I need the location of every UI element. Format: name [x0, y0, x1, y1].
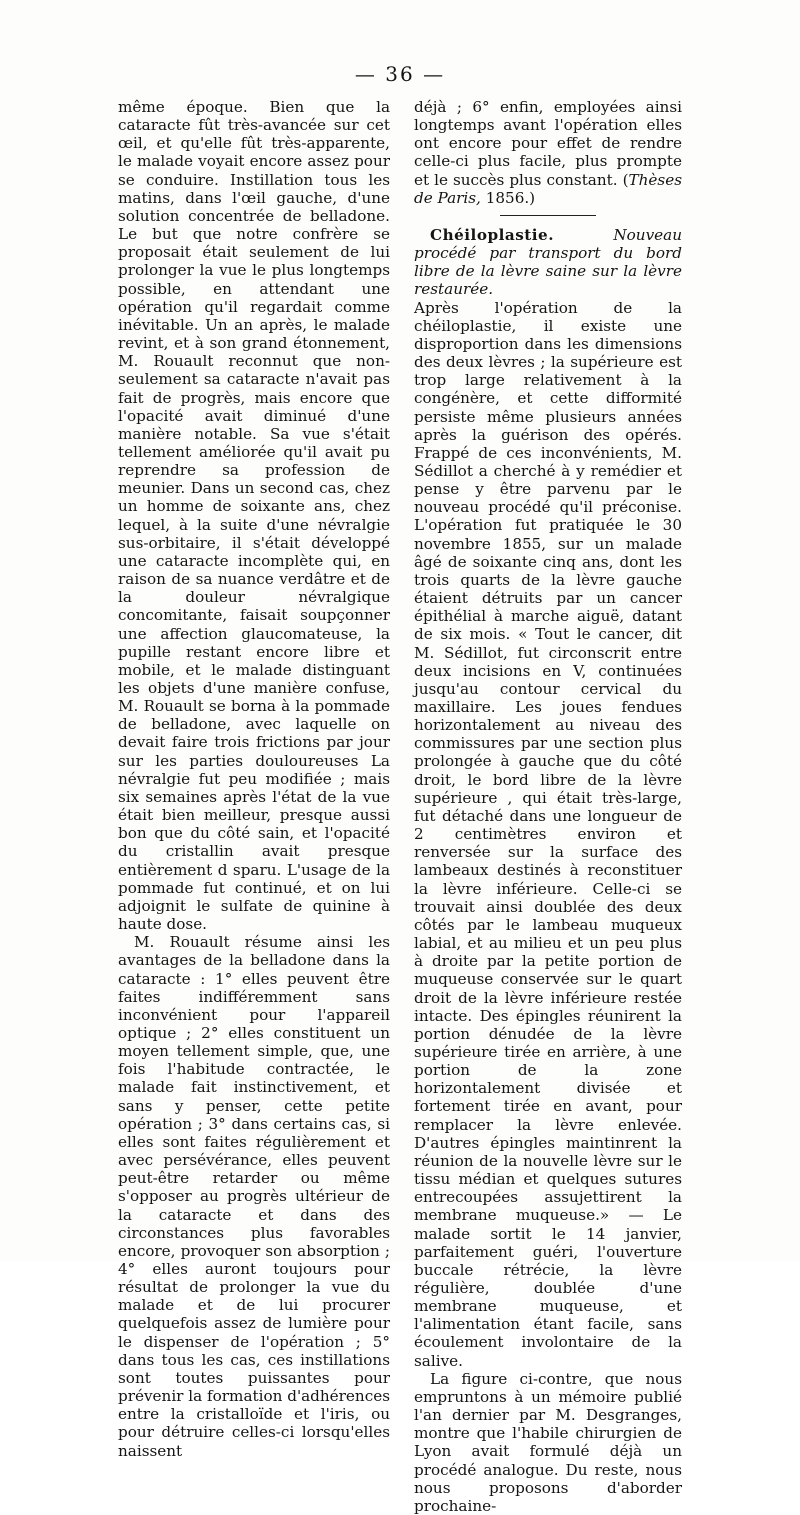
left-column [118, 98, 390, 1460]
left-paragraph-1: même époque. Bien que la cataracte fût très-avancée sur cet œil, et qu'elle fût très-apparente, le malade voyait encore assez pour se conduire. Instillation tous les matins, dans l'œil gauche, d'une solution concentrée de belladone. Le but que notre confrère se proposait était seulement de lui prolonger la vue le plus longtemps possible, en attendant une opération qu'il regardait comme inévitable. Un an après, le malade revint, et à son grand étonnement, M. Rouault reconnut que non-seulement sa cataracte n'avait pas fait de progrès, mais encore que l'opacité avait diminué d'une manière notable. Sa vue s'était tellement améliorée qu'il avait pu reprendre sa profession de meunier. Dans un second cas, chez un homme de soixante ans, chez lequel, à la suite d'une névralgie sus-orbitaire, il s'était développé une cataracte incomplète qui, en raison de sa nuance verdâtre et de la douleur névralgique concomitante, faisait soupçonner une affection glaucomateuse, la pupille restant encore libre et mobile, et le malade distinguant les objets d'une manière confuse, M. Rouault se borna à la pommade de belladone, avec laquelle on devait faire trois frictions par jour sur les parties douloureuses La névralgie fut peu modifiée ; mais six semaines après l'état de la vue était bien meilleur, presque aussi bon que du côté sain, et l'opacité du cristallin avait presque entièrement d sparu. L'usage de la pommade fut continué, et on lui adjoignit le sulfate de quinine à haute dose. [118, 98, 390, 934]
left-paragraph-2: M. Rouault résume ainsi les avantages de la belladone dans la cataracte : 1° elles peuvent être faites indifféremment sans inconvénient pour l'appareil optique ; 2° elles constituent un moyen tellement simple, que, une fois l'habitude contractée, le malade fait instinctivement, et sans y penser, cette petite opération ; 3° dans certains cas, si elles sont faites régulièrement et avec persévérance, elles peuvent peut-être retarder ou même s'opposer au progrès ultérieur de la cataracte et dans des circonstances plus favorables encore, provoquer son absorption ; 4° elles auront toujours pour résultat de prolonger la vue du malade et de lui procurer quelquefois assez de lumière pour le dispenser de l'opération ; 5° dans tous les cas, ces instillations sont toutes puissantes pour prévenir la formation d'adhérences entre la cristalloïde et l'iris, ou pour détruire celles-ci lorsqu'elles naissent [118, 933, 390, 1460]
right-paragraph-1 [414, 98, 682, 207]
right-paragraph-3: La figure ci-contre, que nous empruntons à un mémoire publié l'an dernier par M. Desgranges, montre que l'habile chirurgien de Lyon avait formulé déjà un procédé analogue. Du reste, nous nous proposons d'aborder prochaine- [414, 1369, 682, 1515]
section-divider [500, 215, 596, 216]
section-intro [414, 226, 682, 299]
right-column [414, 98, 682, 1515]
right-paragraph-1-end: 1856.) [480, 188, 536, 207]
thesis-citation: Thèses de Paris, [414, 170, 682, 207]
page-number: — 36 — [354, 62, 446, 86]
section-heading: Chéiloplastie. [430, 225, 554, 244]
right-paragraph-1-text: déjà ; 6° enfin, employées ainsi longtemps avant l'opération elles ont encore pour effet de rendre celle-ci plus facile, plus prompte et le succès plus constant. ( [414, 98, 682, 189]
section-subtitle: Nouveau procédé par transport du bord libre de la lèvre saine sur la lèvre restaurée. [414, 225, 682, 299]
right-paragraph-2: Après l'opération de la chéiloplastie, il existe une disproportion dans les dimensions des deux lèvres ; la supérieure est trop large relativement à la congénère, et cette difformité persiste même plusieurs années après la guérison des opérés. Frappé de ces inconvénients, M. Sédillot a cherché à y remédier et pense y être parvenu par le nouveau procédé qu'il préconise. L'opération fut pratiquée le 30 novembre 1855, sur un malade âgé de soixante cinq ans, dont les trois quarts de la lèvre gauche étaient détruits par un cancer épithélial à marche aiguë, datant de six mois. « Tout le cancer, dit M. Sédillot, fut circonscrit entre deux incisions en V, continuées jusqu'au contour cervical du maxillaire. Les joues fendues horizontalement au niveau des commissures par une section plus prolongée à gauche que du côté droit, le bord libre de la lèvre supérieure , qui était très-large, fut détaché dans une longueur de 2 centimètres environ et renversée sur la surface des lambeaux destinés à reconstituer la lèvre inférieure. Celle-ci se trouvait ainsi doublée des deux côtés par le lambeau muqueux labial, et au milieu et un peu plus à droite par la petite portion de muqueuse conservée sur le quart droit de la lèvre inférieure restée intacte. Des épingles réunirent la portion dénudée de la lèvre supérieure tirée en arrière, à une portion de la zone horizontalement divisée et fortement tirée en avant, pour remplacer la lèvre enlevée. D'autres épingles maintinrent la réunion de la nouvelle lèvre sur le tissu médian et quelques sutures entrecoupées assujettirent la membrane muqueuse.» — Le malade sortit le 14 janvier, parfaitement guéri, l'ouverture buccale rétrécie, la lèvre régulière, doublée d'une membrane muqueuse, et l'alimentation étant facile, sans écoulement involontaire de la salive. [414, 298, 682, 1370]
